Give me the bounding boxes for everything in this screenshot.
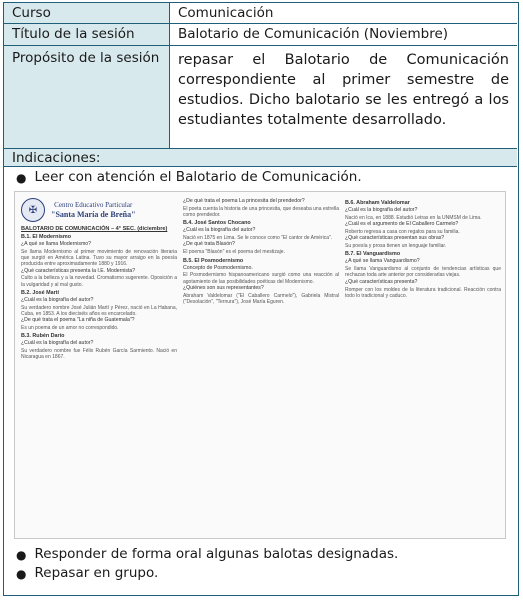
doc-answer: Su verdadero nombre José Julián Martí y Pérez, nació en La Habana, Cuba, en 1853. A los dieciséis años es encarcelado. bbox=[21, 304, 177, 317]
bullet-item bbox=[16, 546, 398, 564]
doc-question: ¿Cuál es la biografía del autor? bbox=[21, 296, 94, 303]
doc-column-3 bbox=[345, 198, 501, 536]
doc-answer: Su verdadero nombre fue Félix Rubén García Sarmiento. Nació en Nicaragua en 1867. bbox=[21, 348, 177, 361]
doc-answer: Nació en Ica, en 1888. Estudió Letras en la UNMSM de Lima. bbox=[345, 214, 482, 221]
doc-question: ¿A qué se llama Vanguardismo? bbox=[345, 258, 420, 265]
doc-col2-content bbox=[183, 198, 339, 305]
doc-answer: Roberto regresa a casa con regalos para su familia. bbox=[345, 229, 460, 236]
doc-question: ¿De qué trata el poema La princesita del prendedor? bbox=[183, 198, 305, 204]
doc-title: BALOTARIO DE COMUNICACIÓN – 4° SEC. (diciembre) bbox=[21, 226, 168, 232]
doc-answer: Se llama Modernismo al primer movimiento de renovación literaria que surgió en América Latina. Tuvo su mayor arraigo en la poesía producida entre aproximadamente 1880 y 1916. bbox=[21, 248, 177, 268]
doc-question: ¿Cuál es la biografía del autor? bbox=[21, 340, 94, 347]
doc-question: ¿Cuál es la biografía del autor? bbox=[183, 227, 256, 234]
bullet-text: Repasar en grupo. bbox=[34, 565, 159, 581]
row-curso bbox=[4, 3, 517, 24]
doc-section-heading: B.3. Rubén Darío bbox=[21, 333, 65, 340]
doc-answer: Nació en 1875 en Lima. Se le conoce como "El cantor de América". bbox=[183, 235, 333, 242]
doc-question: ¿Qué características presenta? bbox=[345, 278, 418, 285]
doc-section-heading: B.7. El Vanguardismo bbox=[345, 251, 401, 258]
doc-question: Concepto de Posmodernismo. bbox=[183, 264, 253, 271]
doc-answer: Se llama Vanguardismo al conjunto de tendencias artísticas que rechazan toda arte anterior por considerarlas viejas. bbox=[345, 266, 501, 279]
doc-section-heading: B.4. José Santos Chocano bbox=[183, 220, 251, 227]
doc-section-heading: B.1. El Modernismo bbox=[21, 234, 72, 240]
doc-question: ¿Qué características presenta la I.E. Modernista? bbox=[21, 267, 136, 274]
doc-answer: Su poesía y prosa tienen un lenguaje familiar. bbox=[345, 243, 447, 250]
curso-value: Comunicación bbox=[178, 5, 274, 21]
row-titulo bbox=[4, 24, 517, 46]
doc-col1-content bbox=[21, 234, 177, 361]
bullet-text: Leer con atención el Balotario de Comunicación. bbox=[34, 169, 362, 185]
bullet-text: Responder de forma oral algunas balotas designadas. bbox=[34, 546, 399, 562]
doc-question: ¿Quiénes son sus representantes? bbox=[183, 284, 264, 291]
doc-question: ¿Qué características presentan sus obras? bbox=[345, 235, 445, 242]
doc-question: ¿De qué trata el poema "La niña de Guatemala"? bbox=[21, 317, 135, 324]
doc-answer: El poeta cuenta la historia de una princesita, que deseaba una estrella como prendedor. bbox=[183, 205, 339, 219]
doc-section-heading: B.5. El Posmodernismo bbox=[183, 257, 244, 264]
doc-section-heading: B.2. José Martí bbox=[21, 289, 60, 296]
doc-question: ¿Cuál es el argumento de El Caballero Carmelo? bbox=[345, 221, 459, 228]
doc-col3-content bbox=[345, 200, 501, 299]
titulo-value: Balotario de Comunicación (Noviembre) bbox=[178, 26, 449, 42]
titulo-label: Título de la sesión bbox=[4, 24, 170, 45]
doc-column-1 bbox=[21, 198, 177, 536]
school-seal-icon: ✠ bbox=[21, 198, 45, 222]
doc-question: ¿De qué trata Blasón? bbox=[183, 241, 235, 248]
proposito-label: Propósito de la sesión bbox=[4, 46, 170, 148]
doc-answer: El poema "Blasón" es el poema del mestizaje. bbox=[183, 249, 285, 256]
session-table bbox=[3, 2, 519, 596]
balotario-image bbox=[14, 191, 506, 539]
proposito-value: repasar el Balotario de Comunicación correspondiente al primer semestre de estudios. Dicho balotario se les entregó a los estudiantes totalmente desarrollado. bbox=[178, 52, 509, 128]
indicaciones-header: Indicaciones: bbox=[4, 149, 517, 167]
doc-answer: El Posmodernismo hispanoamericano surgió como una reacción al agotamiento de las posibilidades poéticas del Modernismo. bbox=[183, 272, 339, 285]
doc-answer: Es un poema de un amor no correspondido. bbox=[21, 325, 119, 332]
doc-answer: Abraham Valdelomar ("El Caballero Carmelo"), Gabriela Mistral ("Desolación", "Ternura"), José María Eguren. bbox=[183, 292, 339, 305]
curso-label: Curso bbox=[4, 3, 170, 23]
doc-question: ¿Cuál es la biografía del autor? bbox=[345, 207, 418, 213]
doc-column-2 bbox=[183, 198, 339, 536]
doc-answer: Romper con los moldes de la literatura tradicional. Reacción contra todo lo tradicional y caduco. bbox=[345, 286, 501, 299]
school-name: Centro Educativo Particular "Santa María de Breña" bbox=[51, 200, 136, 219]
bullet-item bbox=[16, 565, 158, 583]
doc-answer: Culto a la belleza y a la novedad. Cromatismo sugerente. Oposición a la vulgaridad y al mal gusto. bbox=[21, 275, 177, 288]
bullet-item bbox=[16, 169, 362, 187]
bullet-dot-icon: ● bbox=[16, 171, 27, 185]
row-proposito bbox=[4, 46, 517, 149]
school-logo bbox=[21, 198, 177, 222]
bullet-dot-icon: ● bbox=[16, 567, 27, 581]
bullet-dot-icon: ● bbox=[16, 548, 27, 562]
doc-question: ¿A qué se llama Modernismo? bbox=[21, 241, 92, 247]
doc-section-heading: B.6. Abraham Valdelomar bbox=[345, 200, 410, 206]
